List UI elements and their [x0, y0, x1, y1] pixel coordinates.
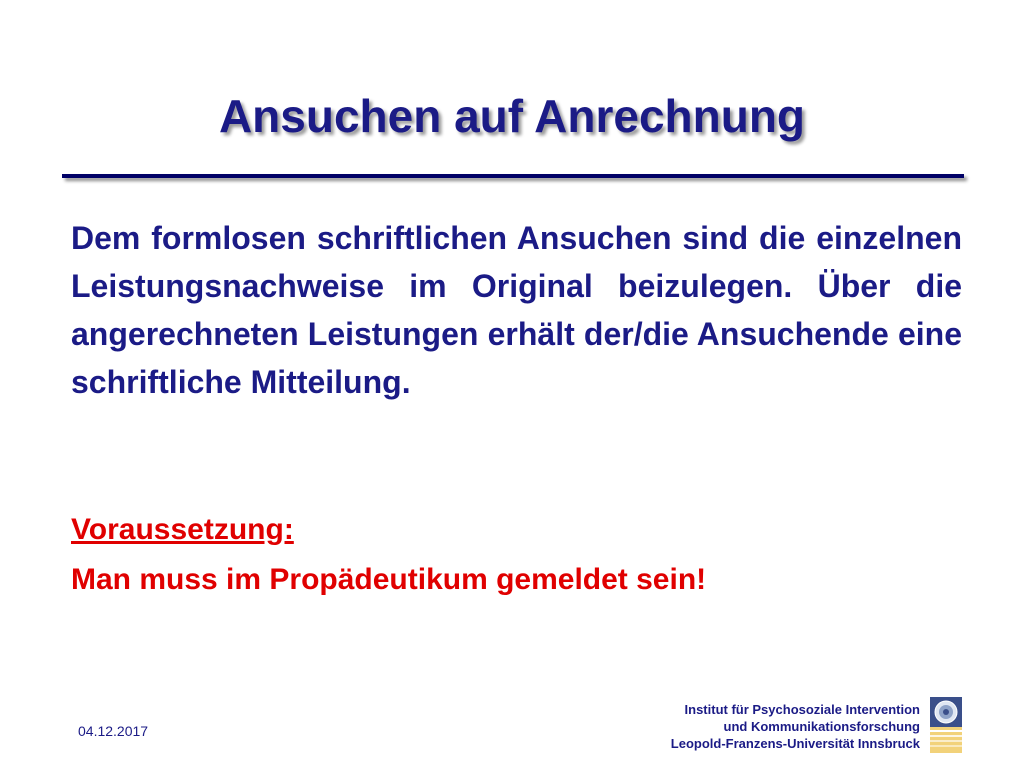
institute-line-2: und Kommunikationsforschung: [723, 719, 920, 734]
title-divider: [62, 174, 964, 178]
university-seal-icon: [930, 697, 962, 753]
requirement-label: Voraussetzung:: [71, 513, 294, 546]
requirement-text: Man muss im Propädeutikum gemeldet sein!: [71, 563, 707, 596]
footer-institute: [671, 701, 920, 752]
institute-line-1: Institut für Psychosoziale Intervention: [684, 702, 920, 717]
institute-line-3: Leopold-Franzens-Universität Innsbruck: [670, 736, 920, 751]
slide-title: Ansuchen auf Anrechnung: [218, 90, 806, 142]
slide-body-text: Dem formlosen schriftlichen Ansuchen sind die einzelnen Leistungsnachweise im Original beizulegen. Über die angerechneten Leistungen erhält der/die Ansuchende eine schriftliche Mitteilung.: [71, 220, 962, 400]
footer-date: 04.12.2017: [78, 723, 149, 739]
